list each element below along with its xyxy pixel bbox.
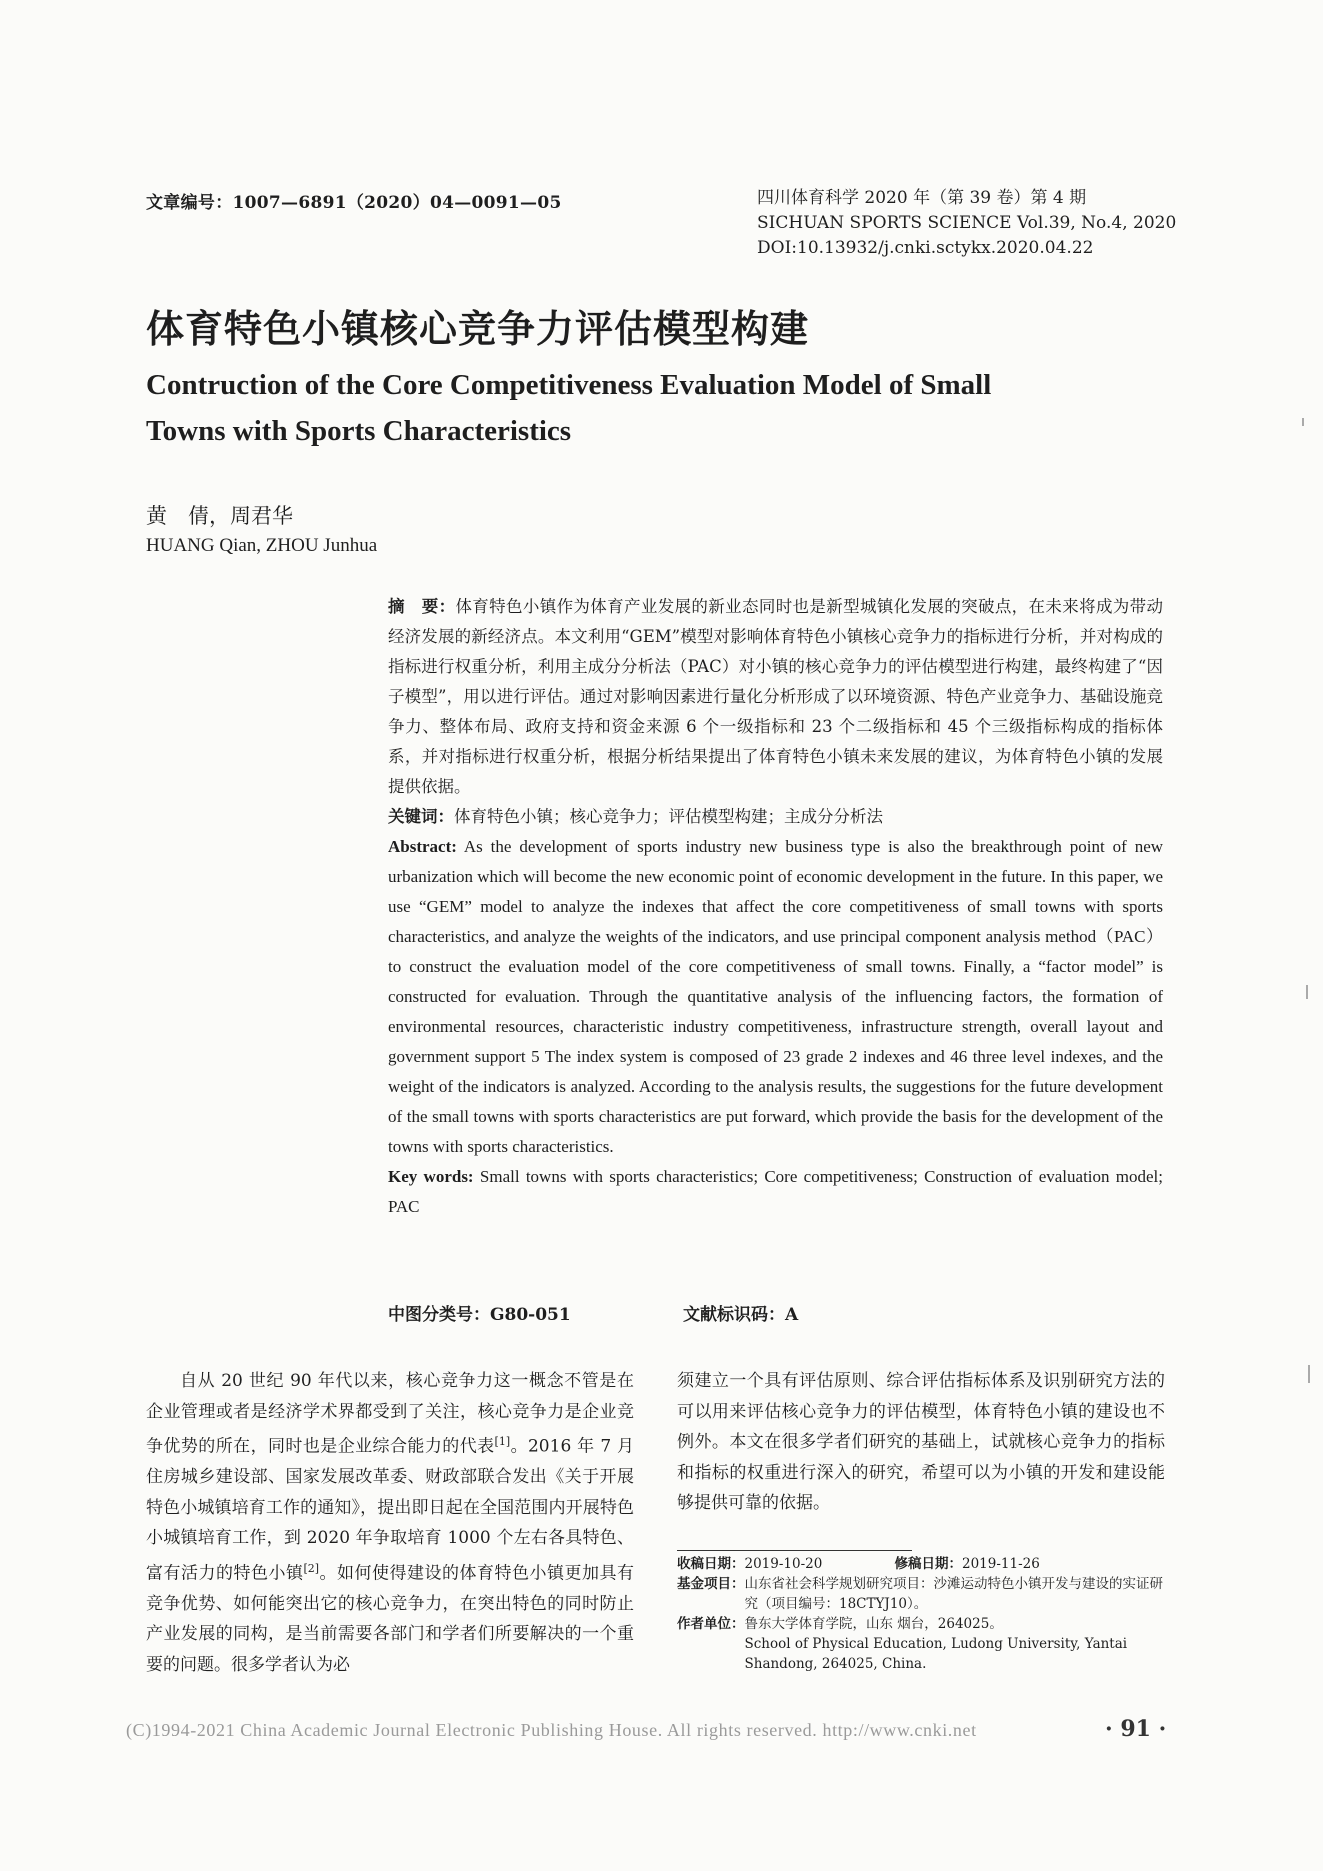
abstract-block [388, 592, 1163, 1222]
clc-number: 中图分类号：G80-051 [388, 1305, 571, 1325]
fund-label: 基金项目： [677, 1576, 745, 1592]
classification-row [388, 1300, 1163, 1325]
body-right-column [677, 1366, 1165, 1519]
revised-date: 2019-11-26 [962, 1556, 1040, 1572]
article-number: 文章编号：1007—6891（2020）04—0091—05 [146, 193, 562, 213]
intro-paragraph: 自从 20 世纪 90 年代以来，核心竞争力这一概念不管是在企业管理或者是经济学术界都受到了关注，核心竞争力是企业竞争优势的所在，同时也是企业综合能力的代表[1]。2016 年 7 月住房城乡建设部、国家发展改革委、财政部联合发出《关于开展特色小城镇培育工作的通知》，提出即日起在全国范围内开展特色小城镇培育工作，到 2020 年争取培育 1000 个左右各具特色、富有活力的特色小镇[2]。如何使得建设的体育特色小镇更加具有竞争优势、如何能突出它的核心竞争力，在突出特色的同时防止产业发展的同构，是当前需要各部门和学者们所要解决的一个重要的问题。很多学者认为必 [146, 1371, 634, 1675]
citation-2[interactable]: [2] [303, 1561, 320, 1575]
received-date: 2019-10-20 [744, 1556, 823, 1572]
affiliation-en: School of Physical Education, Ludong University, Yantai Shandong, 264025, China. [744, 1636, 1128, 1672]
page-number: · 91 · [1105, 1716, 1167, 1742]
keywords-en-label: Key words: [388, 1167, 474, 1186]
scan-mark [1306, 985, 1308, 999]
journal-name-cn: 四川体育科学 2020 年（第 39 卷）第 4 期 [757, 188, 1087, 208]
intro-paragraph-continued: 须建立一个具有评估原则、综合评估指标体系及识别研究方法的可以用来评估核心竞争力的评估模型，体育特色小镇的建设也不例外。本文在很多学者们研究的基础上，试就核心竞争力的指标和指标的权重进行深入的研究，希望可以为小镇的开发和建设能够提供可靠的依据。 [677, 1371, 1165, 1513]
keywords-en-text: Small towns with sports characteristics; Core competitiveness; Construction of evaluation model; PAC [388, 1167, 1164, 1216]
footnote-rule [677, 1550, 912, 1551]
abstract-cn-text: 体育特色小镇作为体育产业发展的新业态同时也是新型城镇化发展的突破点，在未来将成为带动经济发展的新经济点。本文利用“GEM”模型对影响体育特色小镇核心竞争力的指标进行分析，并对构成的指标进行权重分析，利用主成分分析法（PAC）对小镇的核心竞争力的评估模型进行构建，最终构建了“因子模型”，用以进行评估。通过对影响因素进行量化分析形成了以环境资源、特色产业竞争力、基础设施竞争力、整体布局、政府支持和资金来源 6 个一级指标和 23 个二级指标和 45 个三级指标构成的指标体系，并对指标进行权重分析，根据分析结果提出了体育特色小镇未来发展的建议，为体育特色小镇的发展提供依据。 [388, 597, 1164, 796]
received-label: 收稿日期： [677, 1556, 745, 1572]
fund-row [677, 1574, 1167, 1614]
title-cn: 体育特色小镇核心竞争力评估模型构建 [146, 306, 810, 351]
affiliation-label: 作者单位： [677, 1616, 745, 1632]
scan-mark [1302, 418, 1304, 426]
revised-label: 修稿日期： [894, 1556, 962, 1572]
abstract-en-text: As the development of sports industry new business type is also the breakthrough point of new urbanization which will become the new economic point of economic development in the future. In this paper, we use “GEM” model to analyze the indexes that affect the core competitiveness of small towns with sports characteristics, and analyze the weights of the indicators, and use principal component analysis method（PAC）to construct the evaluation model of the core competitiveness of small towns. Finally, a “factor model” is constructed for evaluation. Through the quantitative analysis of the influencing factors, the formation of environmental resources, characteristic industry competitiveness, infrastructure strength, overall layout and government support 5 The index system is composed of 23 grade 2 indexes and 46 three level indexes, and the weight of the indicators is analyzed. According to the analysis results, the suggestions for the future development of the small towns with sports characteristics are put forward, which provide the basis for the development of the towns with sports characteristics. [388, 837, 1164, 1156]
citation-1[interactable]: [1] [494, 1435, 511, 1448]
footnote [677, 1550, 1167, 1674]
abstract-cn-label: 摘 要： [388, 597, 456, 616]
dates-row [677, 1554, 1167, 1574]
body-left-column [146, 1366, 634, 1680]
keywords-en [388, 1162, 1163, 1222]
keywords-cn [388, 802, 1163, 832]
affiliation-row [677, 1614, 1167, 1674]
journal-name-en: SICHUAN SPORTS SCIENCE Vol.39, No.4, 2020 [757, 213, 1177, 233]
affiliation-cn: 鲁东大学体育学院，山东 烟台，264025。 [744, 1616, 1003, 1632]
journal-info [757, 186, 1176, 261]
fund-text: 山东省社会科学规划研究项目：沙滩运动特色小镇开发与建设的实证研究（项目编号：18CTYJ10）。 [744, 1576, 1163, 1612]
scan-mark [1308, 1365, 1310, 1383]
authors-en: HUANG Qian, ZHOU Junhua [146, 535, 378, 556]
copyright-footer: (C)1994-2021 China Academic Journal Electronic Publishing House. All rights reserved. http://www.cnki.net [126, 1720, 977, 1740]
abstract-cn [388, 592, 1163, 802]
abstract-en [388, 832, 1163, 1162]
title-en: Contruction of the Core Competitiveness Evaluation Model of Small Towns with Sports Characteristics [146, 369, 992, 447]
keywords-cn-text: 体育特色小镇；核心竞争力；评估模型构建；主成分分析法 [454, 807, 883, 826]
authors-cn: 黄 倩，周君华 [146, 504, 293, 528]
document-code: 文献标识码：A [683, 1305, 799, 1325]
keywords-cn-label: 关键词： [388, 807, 454, 826]
doi: DOI:10.13932/j.cnki.sctykx.2020.04.22 [757, 238, 1094, 258]
abstract-en-label: Abstract: [388, 837, 457, 856]
